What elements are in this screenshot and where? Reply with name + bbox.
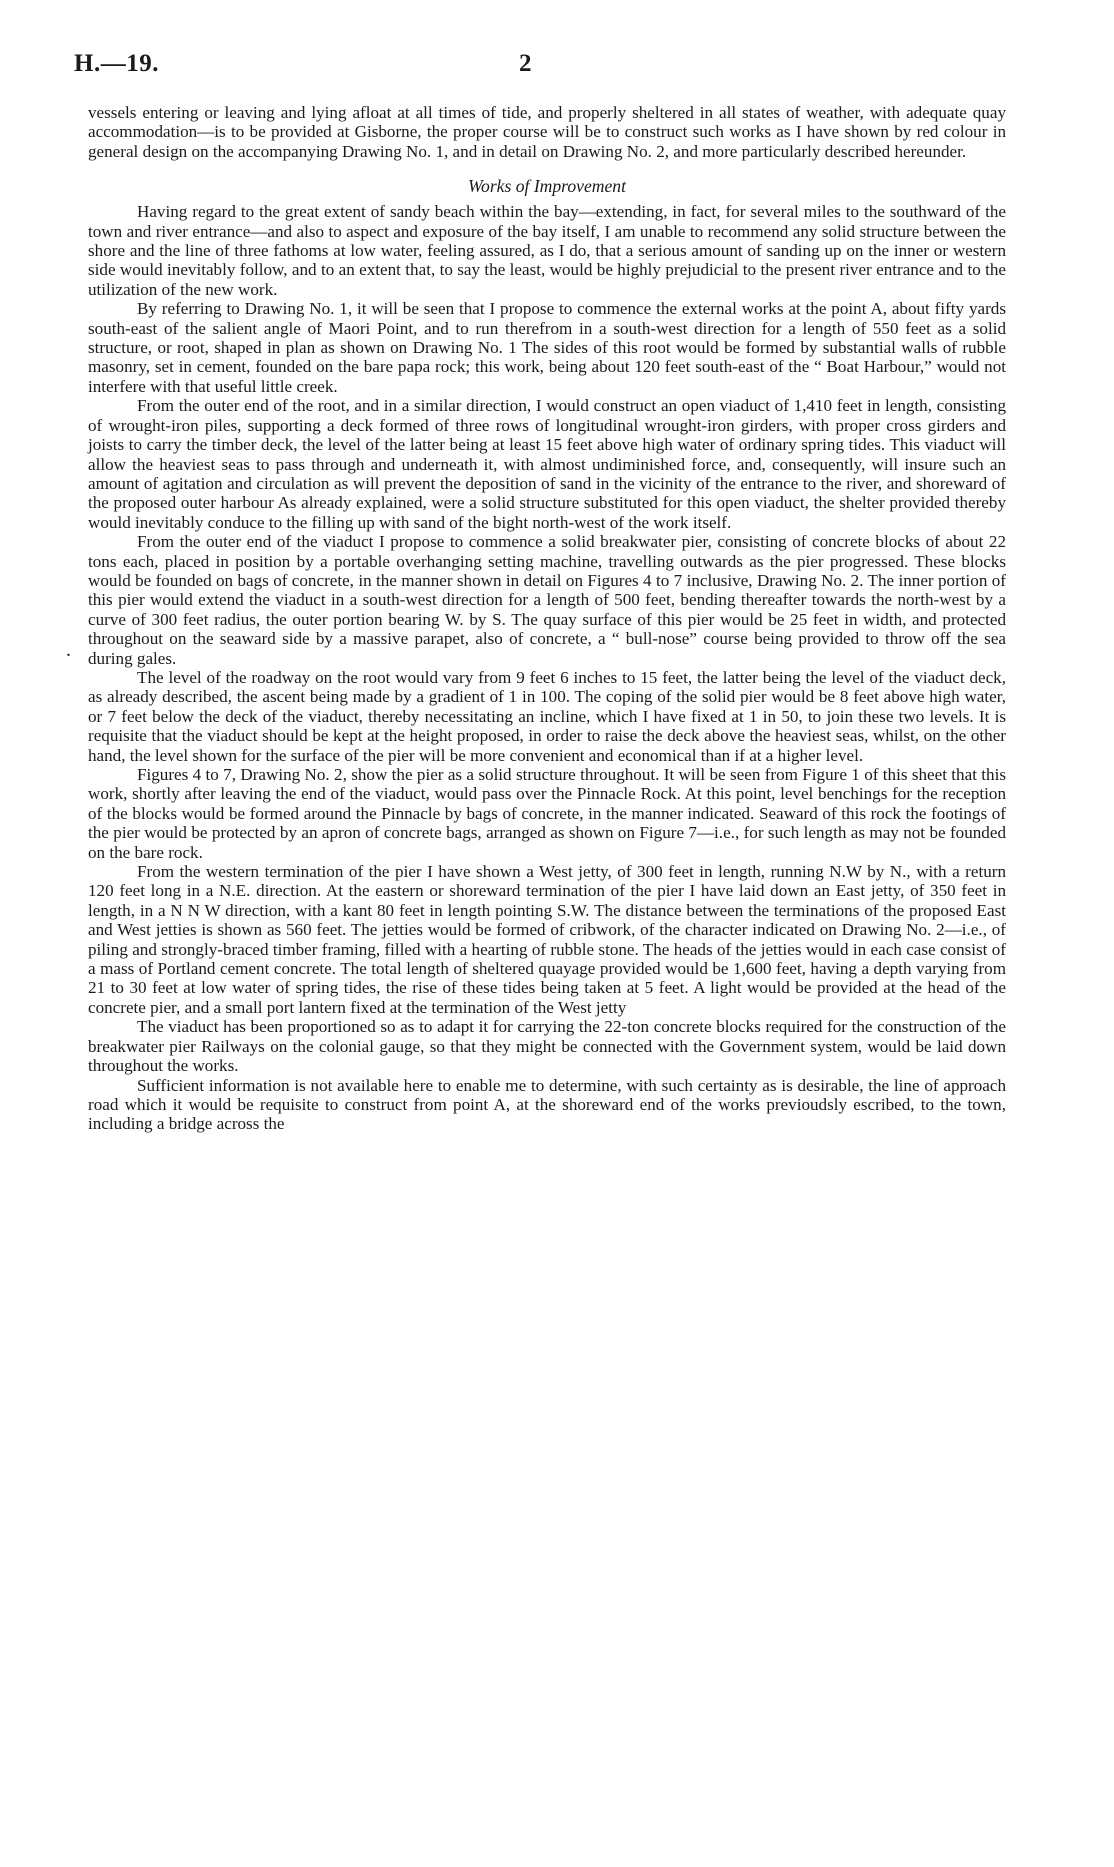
paragraph: From the western termination of the pier I have shown a West jetty, of 300 feet in length, running N.W by N., with a return 120 feet long in a N.E. direction. At the eastern or shoreward termination of the pier I have laid down an East jetty, of 350 feet in length, in a N N W direction, with a kant 80 feet in length pointing S.W. The distance between the terminations of the proposed East and West jetties is shown as 560 feet. The jetties would be formed of cribwork, of the character indicated on Drawing No. 2—i.e., of piling and strongly-braced timber framing, filled with a hearting of rubble stone. The heads of the jetties would in each case consist of a mass of Portland cement concrete. The total length of sheltered quayage provided would be 1,600 feet, having a depth varying from 21 to 30 feet at low water of spring tides, the rise of these tides being taken at 5 feet. A light would be provided at the head of the concrete pier, and a small port lantern fixed at the termination of the West jetty bbox=[88, 862, 1006, 1017]
paragraph: The level of the roadway on the root would vary from 9 feet 6 inches to 15 feet, the latter being the level of the viaduct deck, as already described, the ascent being made by a gradient of 1 in 100. The coping of the solid pier would be 8 feet above high water, or 7 feet below the deck of the viaduct, thereby necessitating an incline, which I have fixed at 1 in 50, to join these two levels. It is requisite that the viaduct should be kept at the height proposed, in order to raise the deck above the heaviest seas, whilst, on the other hand, the level shown for the surface of the pier will be more convenient and economical than if at a higher level. bbox=[88, 667, 1006, 765]
page-header bbox=[74, 50, 1040, 80]
page-number: 2 bbox=[519, 50, 532, 77]
paragraph: Having regard to the great extent of sandy beach within the bay—extending, in fact, for several miles to the southward of the town and river entrance—and also to aspect and exposure of the bay itself, I am unable to recommend any solid structure between the shore and the line of three fathoms at low water, feeling assured, as I do, that a serious amount of sanding up on the inner or western side would inevitably follow, and to an extent that, to say the least, would be highly prejudicial to the present river entrance and to the utilization of the new work. bbox=[88, 202, 1006, 299]
paragraph: By referring to Drawing No. 1, it will be seen that I propose to commence the external works at the point A, about fifty yards south-east of the salient angle of Maori Point, and to run therefrom in a south-west direction for a length of 550 feet as a solid structure, or root, shaped in plan as shown on Drawing No. 1 The sides of this root would be formed by substantial walls of rubble masonry, set in cement, founded on the bare papa rock; this work, being about 120 feet south-east of the “ Boat Harbour,” would not interfere with that useful little creek. bbox=[88, 299, 1006, 396]
paragraph: From the outer end of the root, and in a similar direction, I would construct an open viaduct of 1,410 feet in length, consisting of wrought-iron piles, supporting a deck formed of three rows of longitudinal wrought-iron girders, with proper cross girders and joists to carry the timber deck, the level of the latter being at least 15 feet above high water of ordinary spring tides. This viaduct will allow the heaviest seas to pass through and underneath it, with almost undiminished force, and, consequently, will insure such an amount of agitation and circulation as will prevent the deposition of sand in the vicinity of the entrance to the river, and shoreward of the proposed outer harbour As already explained, were a solid structure substituted for this open viaduct, the shelter provided thereby would inevitably conduce to the filling up with sand of the bight north-west of the work itself. bbox=[88, 396, 1006, 532]
section-heading: Works of Improvement bbox=[468, 176, 626, 197]
paragraph: From the outer end of the viaduct I propose to commence a solid breakwater pier, consisting of concrete blocks of about 22 tons each, placed in position by a portable overhanging setting machine, travelling outwards as the pier progressed. These blocks would be founded on bags of concrete, in the manner shown in detail on Figures 4 to 7 inclusive, Drawing No. 2. The inner portion of this pier would extend the viaduct in a south-west direction for a length of 500 feet, bending thereafter towards the north-west by a curve of 300 feet radius, the outer portion bearing W. by S. The quay surface of this pier would be 25 feet in width, and protected throughout on the seaward side by a massive parapet, also of concrete, a “ bull-nose” course being provided to throw off the sea during gales. bbox=[88, 532, 1006, 668]
paragraph: Figures 4 to 7, Drawing No. 2, show the pier as a solid structure throughout. It will be seen from Figure 1 of this sheet that this work, shortly after leaving the end of the viaduct, would pass over the Pinnacle Rock. At this point, level benchings for the reception of the blocks would be formed around the Pinnacle by bags of concrete, in the manner indicated. Seaward of this rock the footings of the pier would be protected by an apron of concrete bags, arranged as shown on Figure 7—i.e., for such length as may not be founded on the bare rock. bbox=[88, 765, 1006, 862]
document-reference: H.—19. bbox=[74, 50, 159, 77]
paragraph: vessels entering or leaving and lying afloat at all times of tide, and properly sheltered in all states of weather, with adequate quay accommodation—is to be provided at Gisborne, the proper course will be to construct such works as I have shown by red colour in general design on the accompanying Drawing No. 1, and in detail on Drawing No. 2, and more particularly described hereunder. bbox=[88, 103, 1006, 161]
margin-mark: . bbox=[66, 639, 71, 661]
body-text bbox=[88, 103, 1006, 1134]
paragraph: The viaduct has been proportioned so as to adapt it for carrying the 22-ton concrete blocks required for the construction of the breakwater pier Railways on the colonial gauge, so that they might be connected with the Government system, would be laid down throughout the works. bbox=[88, 1017, 1006, 1076]
paragraph: Sufficient information is not available here to enable me to determine, with such certainty as is desirable, the line of approach road which it would be requisite to construct from point A, at the shoreward end of the works previoudsly escribed, to the town, including a bridge across the bbox=[88, 1075, 1006, 1134]
